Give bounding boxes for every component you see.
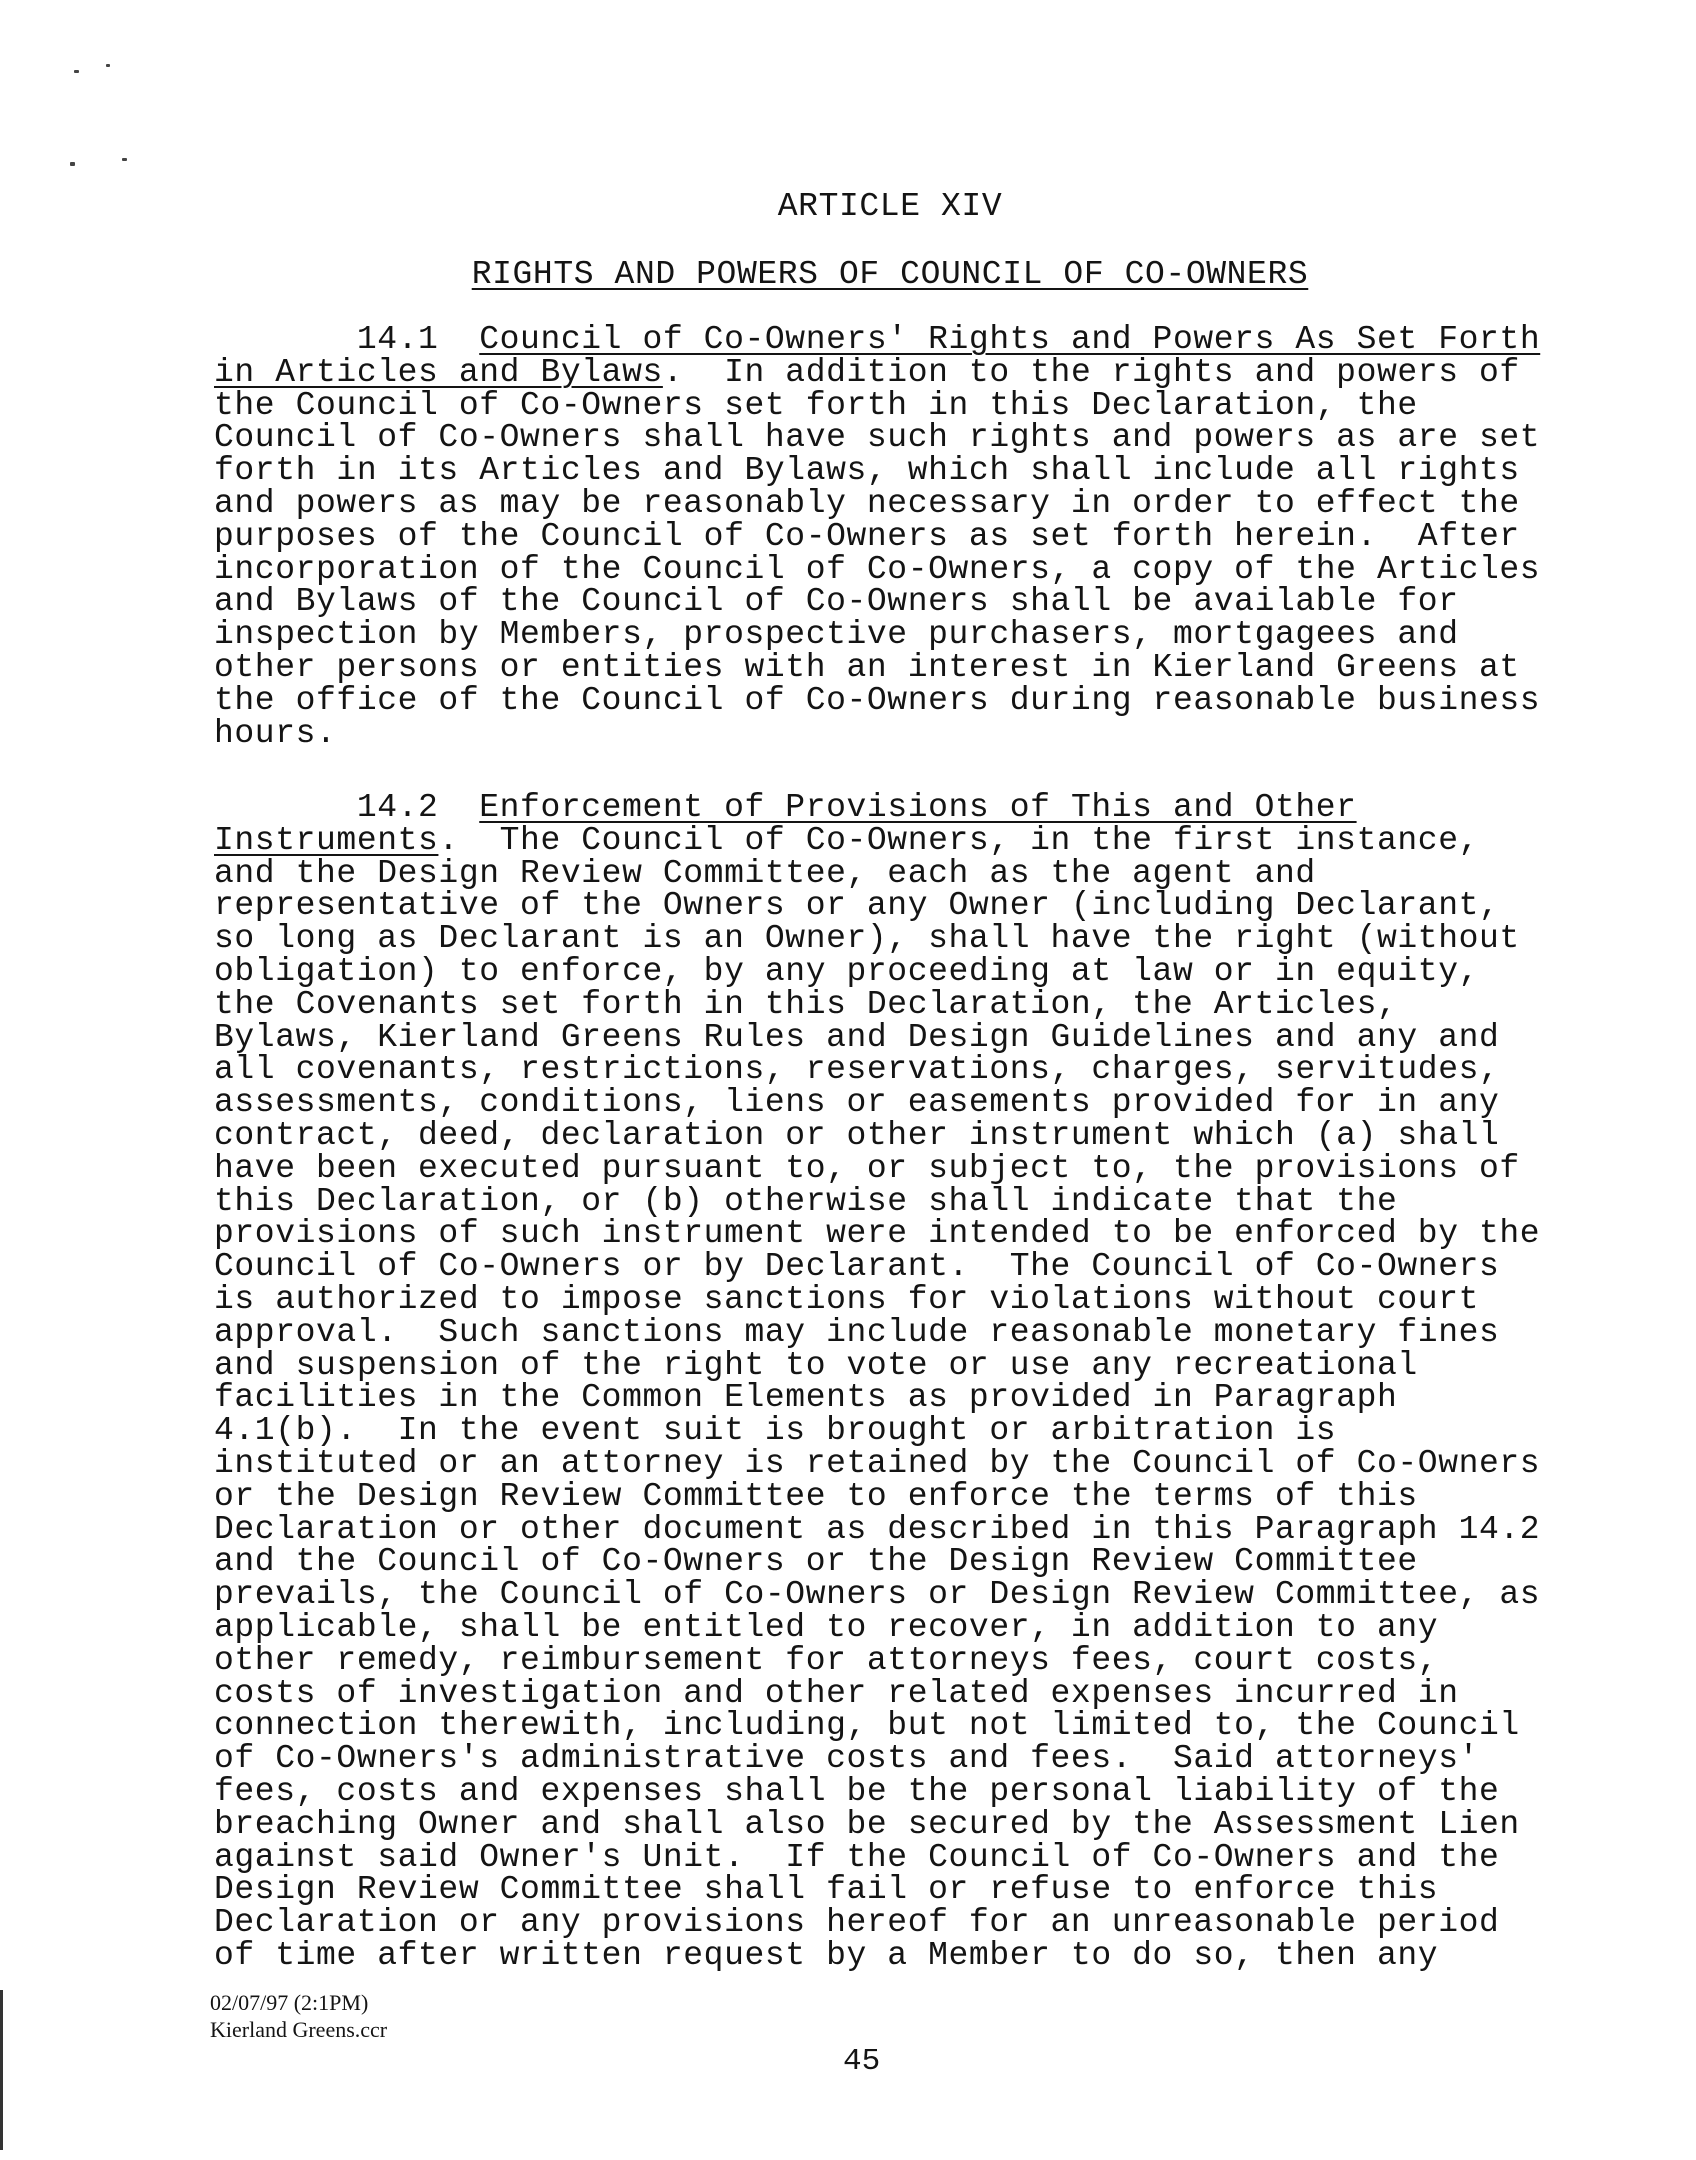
paragraph-text: and the Council of Co-Owners or the Design Review Committee [214, 1543, 1418, 1581]
section-14-2 [214, 789, 1694, 1974]
paragraph-line [214, 1116, 1694, 1154]
section-heading-underlined: Enforcement of Provisions of This and Other [479, 789, 1357, 826]
paragraph-text: Design Review Committee shall fail or refuse to enforce this [214, 1871, 1439, 1909]
article-title: RIGHTS AND POWERS OF COUNCIL OF CO-OWNERS [471, 256, 1309, 293]
paragraph-line [214, 1740, 1694, 1778]
paragraph-line [214, 1641, 1694, 1679]
paragraph-line [214, 419, 1694, 457]
paragraph-line [214, 452, 1694, 490]
paragraph-line [214, 1280, 1694, 1318]
paragraph-line [214, 386, 1694, 424]
paragraph-text: contract, deed, declaration or other instrument which (a) shall [214, 1116, 1500, 1154]
paragraph-text: or the Design Review Committee to enforce the terms of this [214, 1477, 1418, 1515]
paragraph-text: Declaration or other document as described in this Paragraph 14.2 [214, 1510, 1541, 1548]
document-footer [210, 1989, 387, 2043]
paragraph-line [214, 1805, 1694, 1843]
paragraph-text: other persons or entities with an interest in Kierland Greens at [214, 648, 1520, 686]
scan-speck [122, 158, 127, 161]
paragraph-text: inspection by Members, prospective purchasers, mortgagees and [214, 616, 1459, 654]
paragraph-line [214, 321, 1694, 358]
paragraph-text: other remedy, reimbursement for attorneys fees, court costs, [214, 1641, 1439, 1679]
paragraph-text: Bylaws, Kierland Greens Rules and Design Guidelines and any and [214, 1018, 1500, 1056]
footer-filename: Kierland Greens.ccr [210, 2017, 388, 2042]
paragraph-line [214, 952, 1694, 990]
footer-date: 02/07/97 (2:1PM) [210, 1990, 369, 2015]
paragraph-text: and the Design Review Committee, each as the agent and [214, 854, 1316, 892]
paragraph-line [214, 854, 1694, 892]
paragraph-line [214, 1084, 1694, 1122]
scan-margin-mark [0, 1990, 3, 2150]
paragraph-line [214, 583, 1694, 621]
paragraph-line [214, 1346, 1694, 1384]
paragraph-text: hours. [214, 714, 337, 752]
paragraph-text: incorporation of the Council of Co-Owners, a copy of the Articles [214, 550, 1541, 588]
paragraph-text: forth in its Articles and Bylaws, which shall include all rights [214, 452, 1520, 490]
paragraph-text: facilities in the Common Elements as provided in Paragraph [214, 1379, 1398, 1417]
paragraph-line [214, 648, 1694, 686]
paragraph-text: is authorized to impose sanctions for violations without court [214, 1280, 1479, 1318]
paragraph-line [214, 1674, 1694, 1712]
scan-speck [70, 162, 75, 166]
paragraph-line [214, 1313, 1694, 1351]
article-heading: ARTICLE XIV [777, 188, 1003, 225]
paragraph-line [214, 1182, 1694, 1220]
paragraph-text: against said Owner's Unit. If the Council of Co-Owners and the [214, 1838, 1500, 1876]
paragraph-text: prevails, the Council of Co-Owners or Design Review Committee, as [214, 1576, 1541, 1614]
paragraph-line [214, 1543, 1694, 1581]
paragraph-text: 14.2 [214, 789, 480, 826]
scan-speck [74, 70, 79, 73]
paragraph-text: the Covenants set forth in this Declaration, the Articles, [214, 985, 1398, 1023]
paragraph-text: representative of the Owners or any Owner (including Declarant, [214, 887, 1500, 925]
paragraph-text: provisions of such instrument were intended to be enforced by the [214, 1215, 1541, 1253]
paragraph-text: and powers as may be reasonably necessary in order to effect the [214, 484, 1520, 522]
paragraph-text: of Co-Owners's administrative costs and fees. Said attorneys' [214, 1740, 1479, 1778]
paragraph-line [214, 1904, 1694, 1942]
paragraph-line [214, 1412, 1694, 1450]
paragraph-text: of time after written request by a Member to do so, then any [214, 1936, 1439, 1974]
paragraph-line [214, 1608, 1694, 1646]
scan-speck [106, 64, 110, 67]
paragraph-line [214, 1838, 1694, 1876]
paragraph-text: . In addition to the rights and powers of [662, 353, 1520, 391]
paragraph-line [214, 1444, 1694, 1482]
paragraph-line [214, 1936, 1694, 1974]
paragraph-line [214, 1576, 1694, 1614]
section-heading-underlined: Instruments [214, 821, 439, 859]
paragraph-text: this Declaration, or (b) otherwise shall indicate that the [214, 1182, 1398, 1220]
paragraph-line [214, 821, 1694, 859]
paragraph-text: Council of Co-Owners or by Declarant. The Council of Co-Owners [214, 1248, 1500, 1286]
paragraph-text: . The Council of Co-Owners, in the first instance, [438, 821, 1480, 859]
paragraph-line [214, 887, 1694, 925]
paragraph-text: the Council of Co-Owners set forth in this Declaration, the [214, 386, 1418, 424]
paragraph-text: connection therewith, including, but not limited to, the Council [214, 1707, 1520, 1745]
paragraph-line [214, 616, 1694, 654]
paragraph-text: breaching Owner and shall also be secured by the Assessment Lien [214, 1805, 1520, 1843]
paragraph-line [214, 484, 1694, 522]
paragraph-text: approval. Such sanctions may include reasonable monetary fines [214, 1313, 1500, 1351]
paragraph-line [214, 714, 1694, 752]
paragraph-line [214, 353, 1694, 391]
paragraph-text: the office of the Council of Co-Owners during reasonable business [214, 681, 1541, 719]
paragraph-text: 14.1 [214, 321, 480, 358]
paragraph-text: and suspension of the right to vote or use any recreational [214, 1346, 1418, 1384]
paragraph-text: obligation) to enforce, by any proceeding at law or in equity, [214, 952, 1479, 990]
paragraph-line [214, 789, 1694, 826]
page-number: 45 [843, 2044, 881, 2079]
paragraph-line [214, 681, 1694, 719]
section-heading-underlined: Council of Co-Owners' Rights and Powers As Set Forth [479, 321, 1541, 358]
paragraph-text: have been executed pursuant to, or subject to, the provisions of [214, 1149, 1520, 1187]
paragraph-text: costs of investigation and other related expenses incurred in [214, 1674, 1459, 1712]
paragraph-line [214, 1477, 1694, 1515]
paragraph-line [214, 920, 1694, 958]
paragraph-text: so long as Declarant is an Owner), shall have the right (without [214, 920, 1520, 958]
paragraph-line [214, 1248, 1694, 1286]
paragraph-line [214, 985, 1694, 1023]
paragraph-line [214, 550, 1694, 588]
paragraph-text: instituted or an attorney is retained by the Council of Co-Owners [214, 1444, 1541, 1482]
paragraph-line [214, 1772, 1694, 1810]
paragraph-text: fees, costs and expenses shall be the personal liability of the [214, 1772, 1500, 1810]
paragraph-line [214, 1510, 1694, 1548]
paragraph-line [214, 1707, 1694, 1745]
paragraph-text: Council of Co-Owners shall have such rights and powers as are set [214, 419, 1541, 457]
paragraph-text: 4.1(b). In the event suit is brought or arbitration is [214, 1412, 1337, 1450]
paragraph-line [214, 1051, 1694, 1089]
section-heading-underlined: in Articles and Bylaws [214, 353, 663, 391]
paragraph-text: applicable, shall be entitled to recover, in addition to any [214, 1608, 1439, 1646]
section-14-1 [214, 321, 1694, 752]
paragraph-line [214, 1018, 1694, 1056]
paragraph-text: all covenants, restrictions, reservations, charges, servitudes, [214, 1051, 1500, 1089]
paragraph-text: and Bylaws of the Council of Co-Owners shall be available for [214, 583, 1459, 621]
paragraph-line [214, 1871, 1694, 1909]
paragraph-line [214, 1215, 1694, 1253]
paragraph-line [214, 1379, 1694, 1417]
paragraph-text: assessments, conditions, liens or easements provided for in any [214, 1084, 1500, 1122]
paragraph-text: purposes of the Council of Co-Owners as set forth herein. After [214, 517, 1520, 555]
paragraph-line [214, 517, 1694, 555]
paragraph-line [214, 1149, 1694, 1187]
paragraph-text: Declaration or any provisions hereof for an unreasonable period [214, 1904, 1500, 1942]
